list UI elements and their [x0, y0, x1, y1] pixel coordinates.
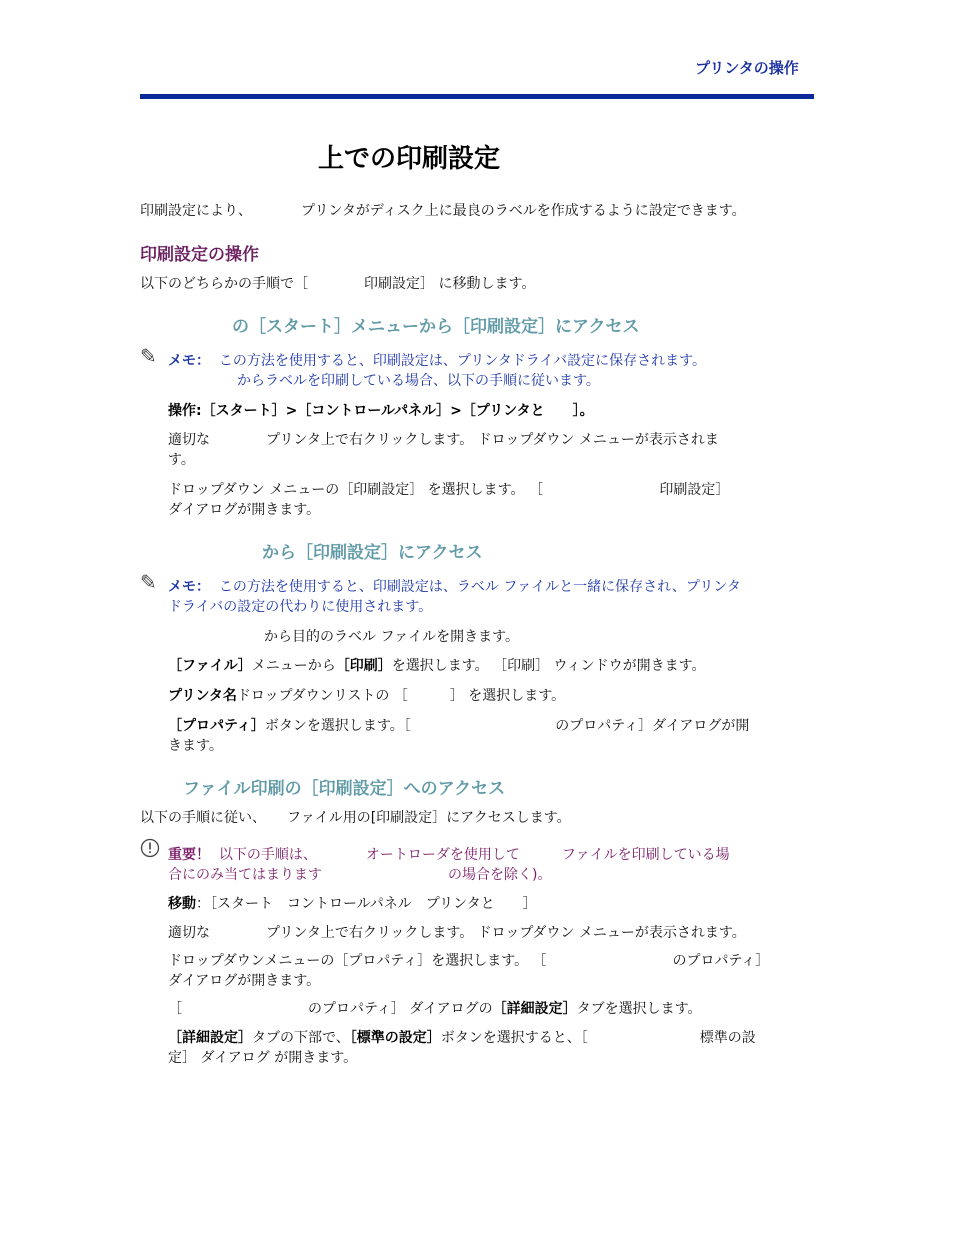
important-line2: 合にのみ当てはまります の場合を除く)。 [168, 867, 552, 883]
subheading-start-menu: の［スタート］メニューから［印刷設定］にアクセス [232, 317, 640, 337]
step-path: ：［スタート コントロールパネル プリンタと ］ [196, 896, 537, 912]
subheading-file-print: ファイル印刷の［印刷設定］へのアクセス [183, 779, 506, 799]
note-label: メモ： [168, 353, 210, 369]
step-c4 [168, 998, 702, 1018]
step-b3 [168, 685, 565, 705]
pencil-icon: ✎ [140, 344, 157, 368]
advanced-tab-label: ［詳細設定］ [492, 1001, 577, 1017]
note-label: メモ： [168, 579, 210, 595]
step-a3-line2: ダイアログが開きます。 [168, 502, 321, 518]
step-label: 移動 [168, 896, 196, 912]
subheading-application: から［印刷設定］にアクセス [262, 543, 483, 563]
menu-file: ［ファイル］ [168, 658, 252, 674]
note-a-line1 [168, 350, 706, 370]
note-text: この方法を使用すると、印刷設定は、プリンタドライバ設定に保存されます。 [218, 353, 706, 369]
text: ［ のプロパティ］ ダイアログの [168, 1001, 493, 1017]
text: を選択します。 ［印刷］ ウィンドウが開きます。 [391, 658, 706, 674]
default-settings-button-label: ［標準の設定］ [349, 1030, 441, 1046]
note-text: この方法を使用すると、印刷設定は、ラベル ファイルと一緒に保存され、プリンタ [218, 579, 741, 595]
warning-circle-icon [140, 838, 160, 858]
note-b-line1 [168, 576, 741, 596]
step-a2-line1: 適切な プリンタ上で右クリックします。 ドロップダウン メニューが表示されま [168, 432, 719, 448]
step-c1 [168, 893, 537, 913]
text: ドロップダウンリストの ［ ］ を選択します。 [236, 688, 566, 704]
important-label: 重要！ [168, 847, 210, 863]
step-b1: から目的のラベル ファイルを開きます。 [264, 629, 520, 645]
text: ボタンを選択します。［ のプロパティ］ダイアログが開 [264, 718, 750, 734]
step-a1 [168, 400, 594, 420]
pencil-icon: ✎ [140, 570, 157, 594]
step-c2: 適切な プリンタ上で右クリックします。 ドロップダウン メニューが表示されます。 [168, 925, 746, 941]
intro-text: 印刷設定により、 プリンタがディスク上に最良のラベルを作成するように設定できます。 [140, 203, 746, 219]
text: タブの下部で、 [252, 1030, 350, 1046]
important-line1 [168, 844, 730, 864]
note-b-line2: ドライバの設定の代わりに使用されます。 [168, 599, 433, 615]
step-label: 操作 [168, 403, 196, 419]
important-text: 以下の手順は、 オートローダを使用して ファイルを印刷している場 [218, 847, 730, 863]
step-c3-line1: ドロップダウンメニューの［プロパティ］を選択します。 ［ のプロパティ］ [168, 953, 770, 969]
step-c5-line2: 定］ ダイアログ が開きます。 [168, 1050, 358, 1066]
text: メニューから [251, 658, 336, 674]
text: タブを選択します。 [576, 1001, 702, 1017]
printer-name-label: プリンタ名 [168, 688, 237, 704]
advanced-tab-label: ［詳細設定］ [168, 1030, 252, 1046]
step-c5 [168, 1027, 756, 1047]
note-a-line2: からラベルを印刷している場合、以下の手順に従います。 [237, 373, 600, 389]
menu-print: ［印刷］ [335, 658, 392, 674]
step-c3-line2: ダイアログが開きます。 [168, 973, 321, 989]
header-rule [140, 94, 814, 99]
text: ボタンを選択すると、［ 標準の設 [440, 1030, 756, 1046]
step-a2-line2: す。 [168, 452, 195, 468]
step-path: :［スタート］>［コントロールパネル］>［プリンタと ］。 [196, 403, 594, 419]
properties-button-label: ［プロパティ］ [168, 718, 265, 734]
step-b2 [168, 655, 706, 675]
section-heading: 印刷設定の操作 [140, 245, 259, 265]
step-a3-line1: ドロップダウン メニューの［印刷設定］ を選択します。 ［ 印刷設定］ [168, 482, 730, 498]
step-b4 [168, 715, 749, 735]
step-b4-line2: きます。 [168, 738, 223, 754]
running-header: プリンタの操作 [695, 59, 799, 77]
page-title: 上での印刷設定 [318, 144, 501, 174]
sub-c-lead: 以下の手順に従い、 ファイル用の[印刷設定］にアクセスします。 [140, 810, 571, 826]
section-lead: 以下のどちらかの手順で［ 印刷設定］ に移動します。 [140, 276, 536, 292]
